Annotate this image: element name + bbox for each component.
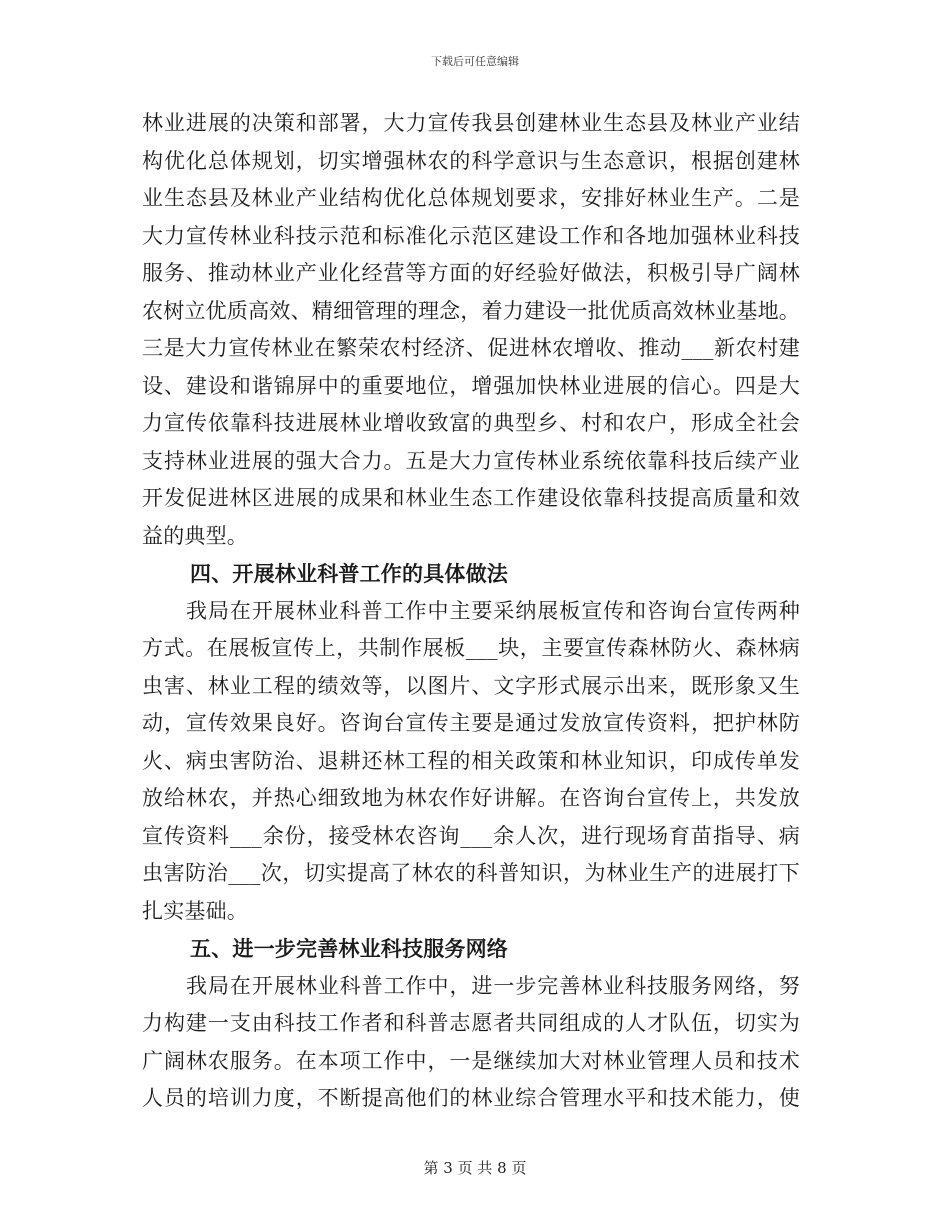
paragraph-line: 设、建设和谐锦屏中的重要地位，增强加快林业进展的信心。四是大 [142, 373, 800, 398]
paragraph-line: 方式。在展板宣传上，共制作展板___块，主要宣传森林防火、森林病 [142, 636, 800, 660]
paragraph-3 [142, 968, 802, 1118]
paragraph-line: 支持林业进展的强大合力。五是大力宣传林业系统依靠科技后续产业 [142, 448, 800, 473]
paragraph-line: 虫害、林业工程的绩效等，以图片、文字形式展示出来，既形象又生 [142, 673, 800, 698]
page-number: 第 3 页 共 8 页 [423, 1159, 527, 1177]
paragraph-1 [142, 105, 802, 555]
paragraph-line: 放给林农，并热心细致地为林农作好讲解。在咨询台宣传上，共发放 [142, 786, 800, 810]
page-header-note: 下载后可任意编辑 [431, 55, 519, 68]
section-heading-5: 五、进一步完善林业科技服务网络 [190, 936, 508, 961]
paragraph-line: 大力宣传林业科技示范和标准化示范区建设工作和各地加强林业科技 [142, 223, 800, 248]
paragraph-line: 林业进展的决策和部署，大力宣传我县创建林业生态县及林业产业结 [142, 111, 800, 135]
paragraph-line: 虫害防治___次，切实提高了林农的科普知识，为林业生产的进展打下 [142, 861, 800, 885]
paragraph-line: 扎实基础。 [142, 898, 248, 923]
paragraph-line: 三是大力宣传林业在繁荣农村经济、促进林农增收、推动___新农村建 [142, 336, 800, 360]
paragraph-line: 力构建一支由科技工作者和科普志愿者共同组成的人才队伍，切实为 [142, 1011, 800, 1035]
document-body [142, 105, 802, 1118]
paragraph-line: 构优化总体规划，切实增强林农的科学意识与生态意识，根据创建林 [142, 148, 800, 173]
section-heading-4: 四、开展林业科普工作的具体做法 [190, 561, 508, 586]
paragraph-line: 人员的培训力度，不断提高他们的林业综合管理水平和技术能力，使 [142, 1086, 800, 1110]
paragraph-line: 益的典型。 [142, 523, 248, 548]
paragraph-line: 广阔林农服务。在本项工作中，一是继续加大对林业管理人员和技术 [142, 1048, 800, 1073]
paragraph-line: 开发促进林区进展的成果和林业生态工作建设依靠科技提高质量和效 [142, 486, 800, 510]
paragraph-2 [142, 593, 802, 931]
paragraph-line: 服务、推动林业产业化经营等方面的好经验好做法，积极引导广阔林 [142, 261, 800, 285]
paragraph-line: 我局在开展林业科普工作中主要采纳展板宣传和咨询台宣传两种 [186, 598, 800, 623]
paragraph-line: 业生态县及林业产业结构优化总体规划要求，安排好林业生产。二是 [142, 186, 800, 210]
paragraph-line: 火、病虫害防治、退耕还林工程的相关政策和林业知识，印成传单发 [142, 748, 800, 773]
paragraph-line: 宣传资料___余份，接受林农咨询___余人次，进行现场育苗指导、病 [142, 823, 800, 848]
paragraph-line: 农树立优质高效、精细管理的理念，着力建设一批优质高效林业基地。 [142, 298, 800, 323]
paragraph-line: 我局在开展林业科普工作中，进一步完善林业科技服务网络，努 [186, 973, 800, 998]
paragraph-line: 力宣传依靠科技进展林业增收致富的典型乡、村和农户，形成全社会 [142, 411, 800, 435]
paragraph-line: 动，宣传效果良好。咨询台宣传主要是通过发放宣传资料，把护林防 [142, 711, 800, 735]
